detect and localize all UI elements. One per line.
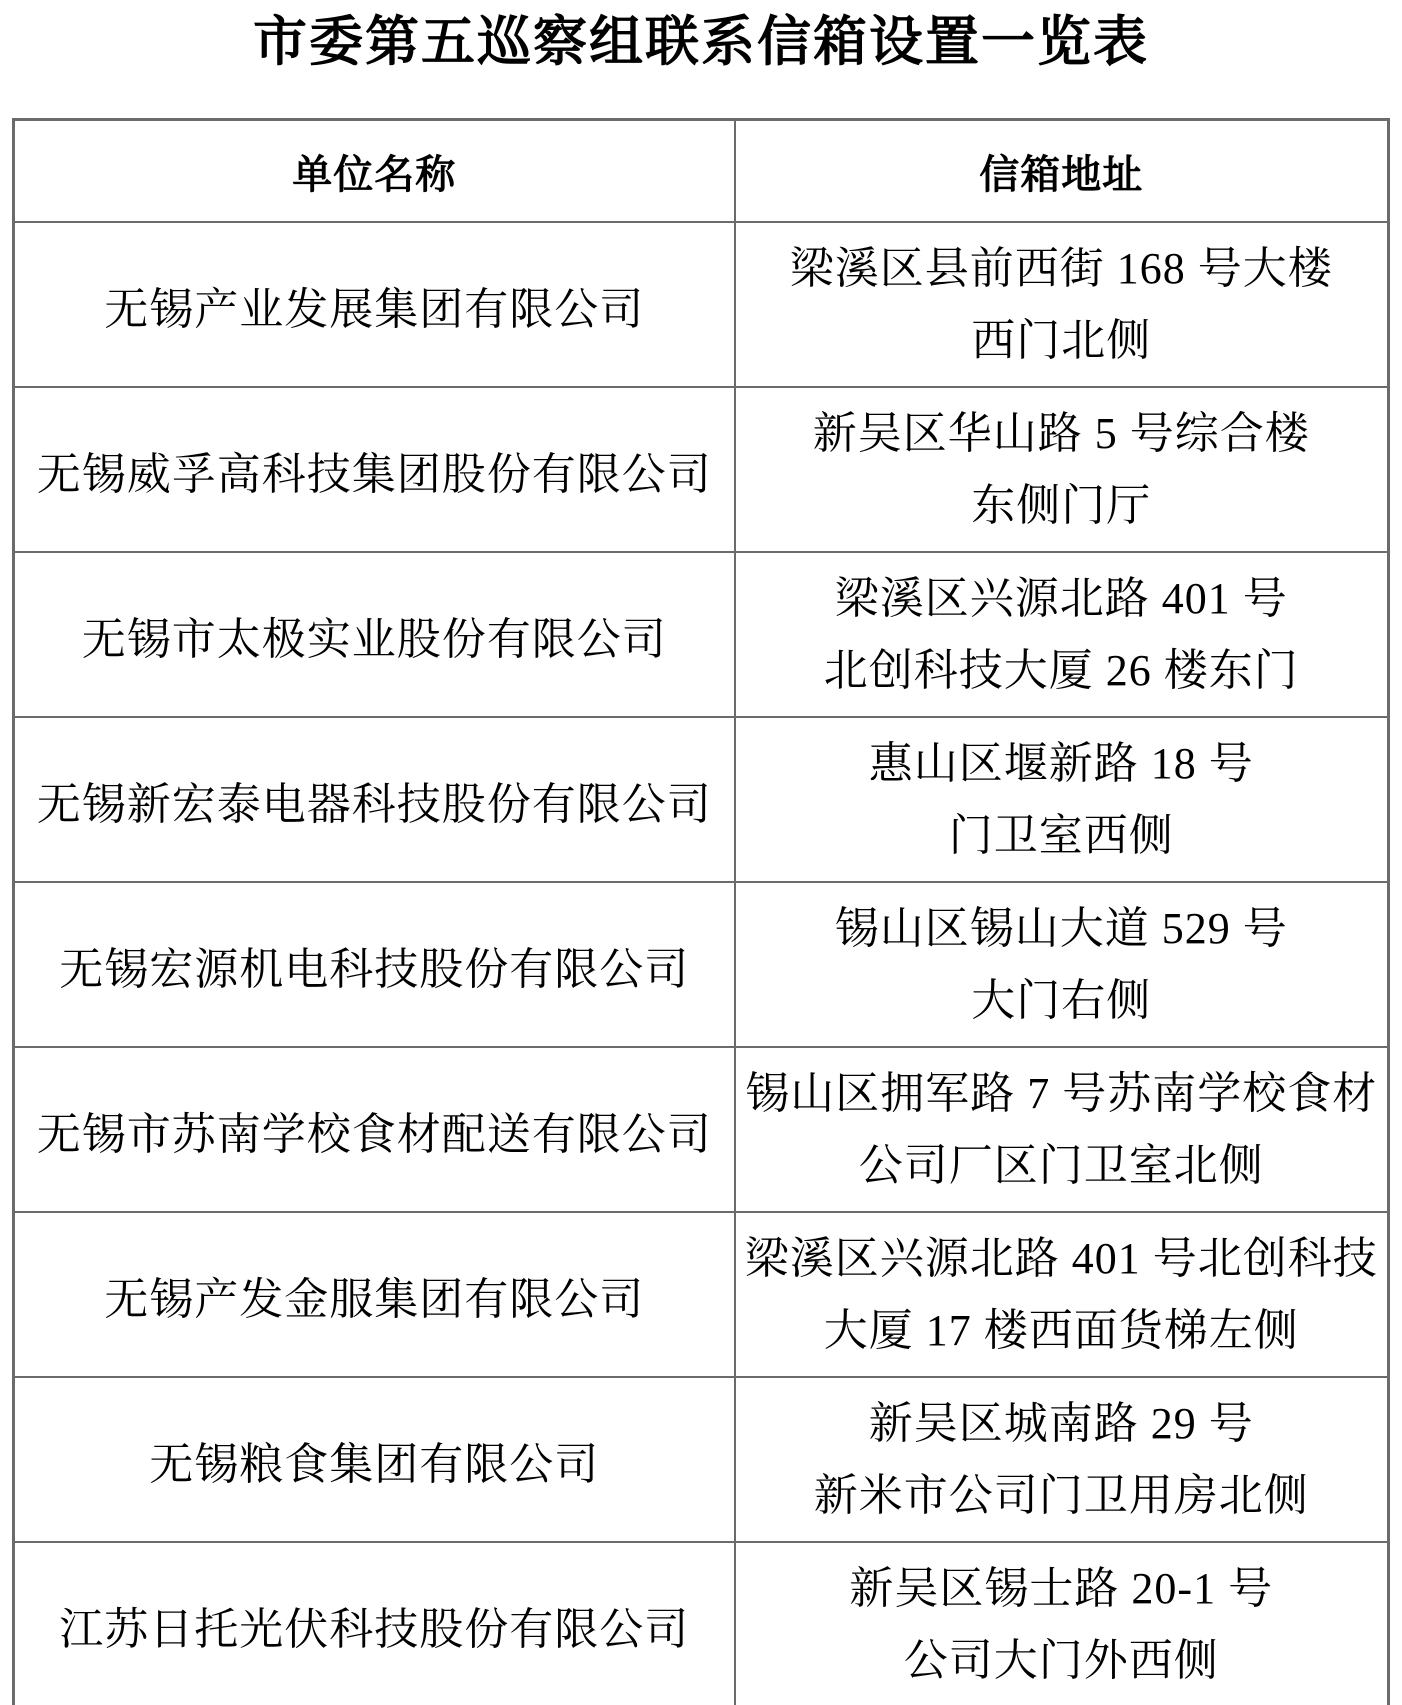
address-line-1: 新吴区城南路 29 号 [868, 1398, 1254, 1448]
mailbox-table [12, 118, 1390, 1705]
company-name-cell: 无锡新宏泰电器科技股份有限公司 [14, 717, 735, 882]
table-row [14, 387, 1389, 552]
company-name-cell: 无锡粮食集团有限公司 [14, 1377, 735, 1542]
address-line-1: 惠山区堰新路 18 号 [868, 738, 1254, 788]
mailbox-address-cell [735, 882, 1389, 1047]
company-name-cell: 江苏日托光伏科技股份有限公司 [14, 1542, 735, 1705]
address-line-2: 新米市公司门卫用房北侧 [813, 1470, 1309, 1520]
col-header-unit-name: 单位名称 [14, 120, 735, 223]
address-line-1: 梁溪区兴源北路 401 号 [834, 573, 1288, 623]
address-line-2: 门卫室西侧 [948, 810, 1174, 860]
mailbox-address-cell [735, 222, 1389, 387]
address-line-2: 北创科技大厦 26 楼东门 [823, 645, 1299, 695]
table-row [14, 1542, 1389, 1705]
company-name-cell: 无锡威孚高科技集团股份有限公司 [14, 387, 735, 552]
address-line-2: 大门右侧 [971, 975, 1152, 1025]
company-name-cell: 无锡市苏南学校食材配送有限公司 [14, 1047, 735, 1212]
table-row [14, 1212, 1389, 1377]
address-line-1: 梁溪区兴源北路 401 号北创科技 [744, 1233, 1378, 1283]
address-line-1: 梁溪区县前西街 168 号大楼 [789, 243, 1333, 293]
table-row [14, 552, 1389, 717]
table-body [14, 222, 1389, 1705]
mailbox-address-cell [735, 1542, 1389, 1705]
mailbox-address-cell [735, 1047, 1389, 1212]
address-line-1: 新吴区锡士路 20-1 号 [849, 1563, 1274, 1613]
address-line-2: 公司大门外西侧 [903, 1635, 1219, 1685]
address-line-1: 锡山区拥军路 7 号苏南学校食材 [745, 1068, 1378, 1118]
company-name-cell: 无锡市太极实业股份有限公司 [14, 552, 735, 717]
header-row [14, 120, 1389, 223]
table-row [14, 1377, 1389, 1542]
mailbox-address-cell [735, 387, 1389, 552]
table-row [14, 1047, 1389, 1212]
company-name-cell: 无锡宏源机电科技股份有限公司 [14, 882, 735, 1047]
address-line-2: 公司厂区门卫室北侧 [858, 1140, 1264, 1190]
address-line-1: 新吴区华山路 5 号综合楼 [812, 408, 1310, 458]
mailbox-address-cell [735, 1212, 1389, 1377]
company-name-cell: 无锡产业发展集团有限公司 [14, 222, 735, 387]
address-line-2: 大厦 17 楼西面货梯左侧 [823, 1305, 1299, 1355]
table-row [14, 222, 1389, 387]
page-title: 市委第五巡察组联系信箱设置一览表 [253, 12, 1149, 72]
table-row [14, 882, 1389, 1047]
company-name-cell: 无锡产发金服集团有限公司 [14, 1212, 735, 1377]
col-header-mailbox-address: 信箱地址 [735, 120, 1389, 223]
address-line-1: 锡山区锡山大道 529 号 [834, 903, 1288, 953]
address-line-2: 西门北侧 [971, 315, 1152, 365]
mailbox-address-cell [735, 552, 1389, 717]
mailbox-address-cell [735, 1377, 1389, 1542]
table-row [14, 717, 1389, 882]
address-line-2: 东侧门厅 [971, 480, 1152, 530]
mailbox-address-cell [735, 717, 1389, 882]
